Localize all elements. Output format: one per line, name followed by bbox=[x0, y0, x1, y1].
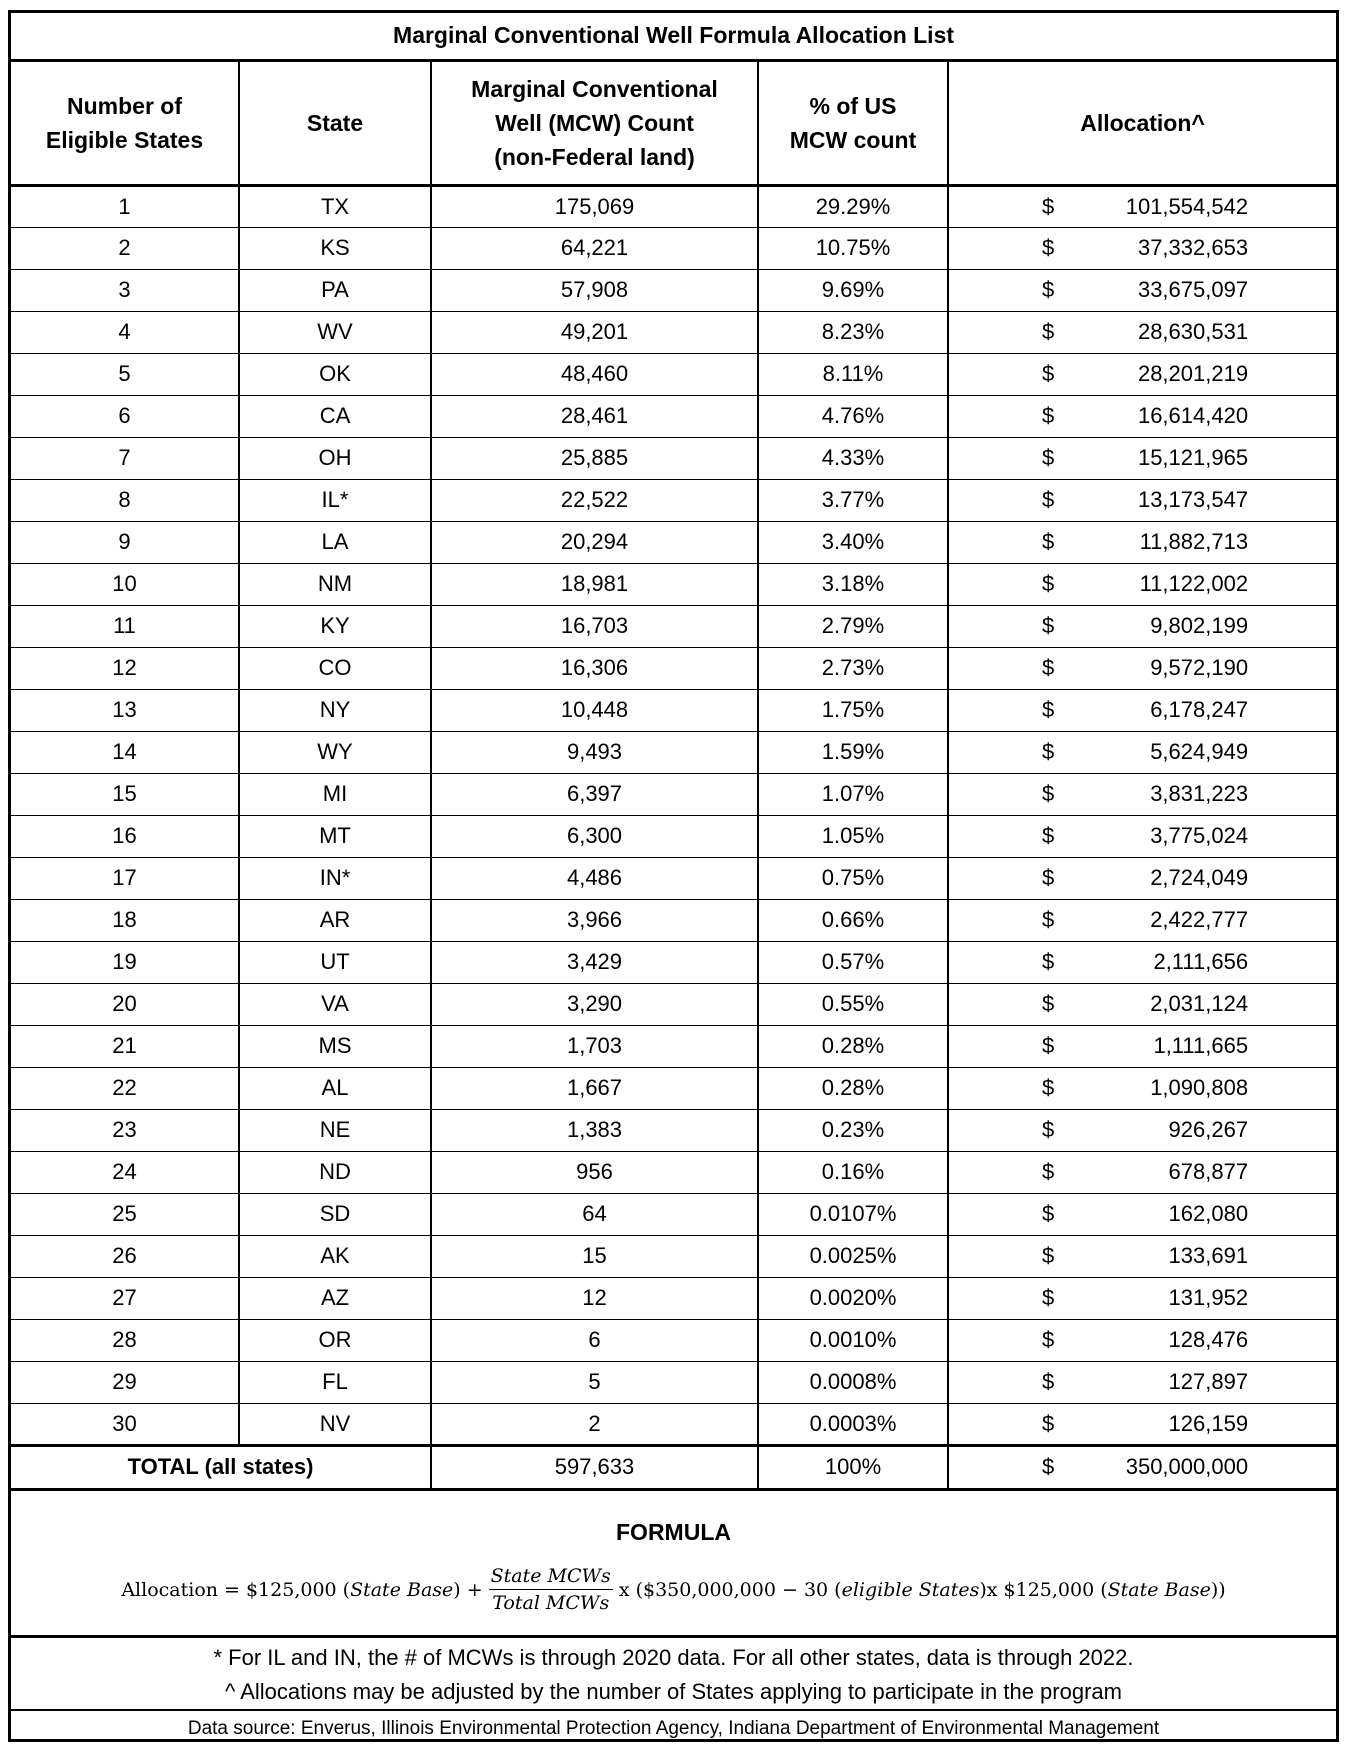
row-allocation-cell bbox=[948, 353, 1336, 395]
row-allocation: 131,952 bbox=[1168, 1285, 1249, 1310]
table-row bbox=[11, 1235, 1336, 1277]
table-row bbox=[11, 563, 1336, 605]
row-number: 14 bbox=[11, 731, 239, 773]
currency-symbol: $ bbox=[1042, 1201, 1055, 1226]
table-row bbox=[11, 269, 1336, 311]
currency-symbol: $ bbox=[1042, 235, 1055, 260]
currency-symbol: $ bbox=[1042, 907, 1055, 932]
currency-symbol: $ bbox=[1042, 823, 1055, 848]
row-pct: 29.29% bbox=[758, 185, 948, 227]
total-pct: 100% bbox=[758, 1445, 948, 1489]
table-row bbox=[11, 773, 1336, 815]
row-pct: 0.23% bbox=[758, 1109, 948, 1151]
row-mcw-count: 16,306 bbox=[431, 647, 758, 689]
row-allocation: 1,111,665 bbox=[1153, 1033, 1249, 1058]
row-pct: 0.0025% bbox=[758, 1235, 948, 1277]
row-allocation: 2,031,124 bbox=[1150, 991, 1249, 1016]
row-mcw-count: 64,221 bbox=[431, 227, 758, 269]
row-number: 21 bbox=[11, 1025, 239, 1067]
row-allocation: 127,897 bbox=[1168, 1369, 1249, 1394]
row-pct: 4.76% bbox=[758, 395, 948, 437]
table-row bbox=[11, 899, 1336, 941]
row-allocation-cell bbox=[948, 983, 1336, 1025]
row-allocation: 11,882,713 bbox=[1139, 529, 1249, 554]
row-number: 27 bbox=[11, 1277, 239, 1319]
row-allocation-cell bbox=[948, 689, 1336, 731]
row-allocation: 3,775,024 bbox=[1150, 823, 1249, 848]
row-pct: 0.16% bbox=[758, 1151, 948, 1193]
row-number: 16 bbox=[11, 815, 239, 857]
table-row bbox=[11, 437, 1336, 479]
row-state: NY bbox=[239, 689, 431, 731]
formula-fraction bbox=[489, 1565, 613, 1614]
row-pct: 1.59% bbox=[758, 731, 948, 773]
row-pct: 9.69% bbox=[758, 269, 948, 311]
row-state: WV bbox=[239, 311, 431, 353]
header-mcw-line3: (non-Federal land) bbox=[494, 143, 695, 170]
table-row bbox=[11, 1277, 1336, 1319]
currency-symbol: $ bbox=[1042, 487, 1055, 512]
row-allocation-cell bbox=[948, 773, 1336, 815]
header-state: State bbox=[239, 60, 431, 185]
header-number-line1: Number of bbox=[67, 92, 182, 119]
currency-symbol: $ bbox=[1042, 655, 1055, 680]
row-number: 26 bbox=[11, 1235, 239, 1277]
row-number: 17 bbox=[11, 857, 239, 899]
row-pct: 2.73% bbox=[758, 647, 948, 689]
currency-symbol: $ bbox=[1042, 277, 1055, 302]
table-row bbox=[11, 605, 1336, 647]
row-allocation: 28,630,531 bbox=[1137, 319, 1249, 344]
allocation-document bbox=[8, 10, 1339, 1742]
table-row bbox=[11, 857, 1336, 899]
row-state: IN* bbox=[239, 857, 431, 899]
table-row bbox=[11, 395, 1336, 437]
row-state: FL bbox=[239, 1361, 431, 1403]
formula-eq-part: = $125,000 ( bbox=[224, 1578, 351, 1601]
row-state: CA bbox=[239, 395, 431, 437]
currency-symbol: $ bbox=[1042, 1369, 1055, 1394]
row-state: AR bbox=[239, 899, 431, 941]
row-number: 25 bbox=[11, 1193, 239, 1235]
header-number-line2: Eligible States bbox=[45, 126, 204, 153]
currency-symbol: $ bbox=[1042, 361, 1055, 386]
row-allocation: 133,691 bbox=[1168, 1243, 1249, 1268]
row-number: 23 bbox=[11, 1109, 239, 1151]
total-allocation: 350,000,000 bbox=[1125, 1454, 1249, 1479]
currency-symbol: $ bbox=[1042, 781, 1055, 806]
row-state: MS bbox=[239, 1025, 431, 1067]
row-pct: 0.0003% bbox=[758, 1403, 948, 1445]
table-row bbox=[11, 1361, 1336, 1403]
row-state: PA bbox=[239, 269, 431, 311]
row-allocation: 9,802,199 bbox=[1150, 613, 1249, 638]
row-allocation-cell bbox=[948, 1109, 1336, 1151]
row-allocation: 926,267 bbox=[1168, 1117, 1249, 1142]
currency-symbol: $ bbox=[1042, 739, 1055, 764]
row-mcw-count: 9,493 bbox=[431, 731, 758, 773]
row-allocation-cell bbox=[948, 1319, 1336, 1361]
row-mcw-count: 3,290 bbox=[431, 983, 758, 1025]
row-mcw-count: 2 bbox=[431, 1403, 758, 1445]
currency-symbol: $ bbox=[1042, 949, 1055, 974]
table-row bbox=[11, 1193, 1336, 1235]
row-allocation-cell bbox=[948, 1235, 1336, 1277]
header-mcw-line1: Marginal Conventional bbox=[471, 75, 718, 102]
footnote-data-years: * For IL and IN, the # of MCWs is through 2020 data. For all other states, data is through 2022. bbox=[213, 1645, 1134, 1670]
table-row bbox=[11, 1403, 1336, 1445]
row-allocation: 126,159 bbox=[1168, 1410, 1249, 1436]
currency-symbol: $ bbox=[1042, 319, 1055, 344]
row-number: 22 bbox=[11, 1067, 239, 1109]
row-allocation-cell bbox=[948, 941, 1336, 983]
row-pct: 0.28% bbox=[758, 1067, 948, 1109]
row-allocation: 13,173,547 bbox=[1137, 487, 1249, 512]
row-allocation-cell bbox=[948, 1151, 1336, 1193]
row-allocation-cell bbox=[948, 857, 1336, 899]
row-state: AZ bbox=[239, 1277, 431, 1319]
table-row bbox=[11, 1151, 1336, 1193]
row-mcw-count: 6,300 bbox=[431, 815, 758, 857]
currency-symbol: $ bbox=[1042, 1033, 1055, 1058]
notes-section bbox=[11, 1638, 1336, 1711]
row-state: UT bbox=[239, 941, 431, 983]
row-state: AL bbox=[239, 1067, 431, 1109]
row-pct: 0.0107% bbox=[758, 1193, 948, 1235]
formula-close-plus: ) + bbox=[453, 1578, 483, 1601]
row-allocation: 15,121,965 bbox=[1137, 445, 1249, 470]
row-number: 9 bbox=[11, 521, 239, 563]
row-allocation-cell bbox=[948, 311, 1336, 353]
row-state: SD bbox=[239, 1193, 431, 1235]
row-pct: 3.18% bbox=[758, 563, 948, 605]
row-mcw-count: 22,522 bbox=[431, 479, 758, 521]
row-allocation: 11,122,002 bbox=[1139, 571, 1249, 596]
currency-symbol: $ bbox=[1042, 403, 1055, 428]
row-number: 11 bbox=[11, 605, 239, 647]
table-row bbox=[11, 647, 1336, 689]
row-number: 6 bbox=[11, 395, 239, 437]
table-row bbox=[11, 1319, 1336, 1361]
row-allocation-cell bbox=[948, 1361, 1336, 1403]
row-mcw-count: 16,703 bbox=[431, 605, 758, 647]
row-mcw-count: 1,667 bbox=[431, 1067, 758, 1109]
row-allocation-cell bbox=[948, 731, 1336, 773]
row-allocation: 6,178,247 bbox=[1150, 697, 1249, 722]
row-number: 30 bbox=[11, 1403, 239, 1445]
row-pct: 4.33% bbox=[758, 437, 948, 479]
row-state: KS bbox=[239, 227, 431, 269]
formula-end-part: )) bbox=[1210, 1578, 1226, 1601]
row-pct: 3.77% bbox=[758, 479, 948, 521]
row-state: OK bbox=[239, 353, 431, 395]
row-allocation: 2,422,777 bbox=[1150, 907, 1249, 932]
row-pct: 0.0010% bbox=[758, 1319, 948, 1361]
formula-tail-part: )x $125,000 ( bbox=[979, 1578, 1108, 1601]
currency-symbol: $ bbox=[1042, 1454, 1055, 1479]
header-allocation: Allocation^ bbox=[948, 60, 1336, 185]
table-body bbox=[11, 185, 1336, 1445]
currency-symbol: $ bbox=[1042, 1159, 1055, 1184]
row-mcw-count: 3,966 bbox=[431, 899, 758, 941]
formula-eligible-states: eligible States bbox=[841, 1578, 980, 1601]
row-mcw-count: 49,201 bbox=[431, 311, 758, 353]
row-allocation: 678,877 bbox=[1168, 1159, 1249, 1184]
table-row bbox=[11, 1025, 1336, 1067]
row-allocation: 1,090,808 bbox=[1150, 1075, 1249, 1100]
row-pct: 0.66% bbox=[758, 899, 948, 941]
row-pct: 8.23% bbox=[758, 311, 948, 353]
row-pct: 0.28% bbox=[758, 1025, 948, 1067]
row-allocation: 2,724,049 bbox=[1150, 865, 1249, 890]
formula-denominator: Total MCWs bbox=[492, 1592, 610, 1614]
header-pct-line2: MCW count bbox=[789, 126, 917, 153]
row-state: MI bbox=[239, 773, 431, 815]
row-state: LA bbox=[239, 521, 431, 563]
row-mcw-count: 20,294 bbox=[431, 521, 758, 563]
row-mcw-count: 18,981 bbox=[431, 563, 758, 605]
row-mcw-count: 12 bbox=[431, 1277, 758, 1319]
currency-symbol: $ bbox=[1042, 1117, 1055, 1142]
row-allocation: 16,614,420 bbox=[1137, 403, 1249, 428]
row-pct: 3.40% bbox=[758, 521, 948, 563]
formula-mid-part: x ($350,000,000 − 30 ( bbox=[618, 1578, 842, 1601]
formula-state-base-2: State Base bbox=[1107, 1578, 1211, 1601]
row-mcw-count: 57,908 bbox=[431, 269, 758, 311]
row-state: OR bbox=[239, 1319, 431, 1361]
row-mcw-count: 4,486 bbox=[431, 857, 758, 899]
currency-symbol: $ bbox=[1042, 1410, 1055, 1436]
row-pct: 1.07% bbox=[758, 773, 948, 815]
row-allocation-cell bbox=[948, 647, 1336, 689]
row-number: 29 bbox=[11, 1361, 239, 1403]
footnote-allocation-adjustment: ^ Allocations may be adjusted by the number of States applying to participate in the program bbox=[225, 1679, 1122, 1704]
row-allocation-cell bbox=[948, 899, 1336, 941]
currency-symbol: $ bbox=[1042, 865, 1055, 890]
formula-equation bbox=[11, 1565, 1336, 1614]
table-row bbox=[11, 227, 1336, 269]
row-mcw-count: 15 bbox=[431, 1235, 758, 1277]
row-number: 15 bbox=[11, 773, 239, 815]
row-allocation-cell bbox=[948, 1277, 1336, 1319]
row-allocation: 162,080 bbox=[1168, 1201, 1249, 1226]
row-number: 20 bbox=[11, 983, 239, 1025]
table-row bbox=[11, 185, 1336, 227]
row-number: 2 bbox=[11, 227, 239, 269]
row-mcw-count: 6 bbox=[431, 1319, 758, 1361]
row-state: NM bbox=[239, 563, 431, 605]
currency-symbol: $ bbox=[1042, 571, 1055, 596]
row-allocation: 37,332,653 bbox=[1137, 235, 1249, 260]
row-mcw-count: 28,461 bbox=[431, 395, 758, 437]
row-pct: 0.75% bbox=[758, 857, 948, 899]
row-allocation: 128,476 bbox=[1168, 1327, 1249, 1352]
row-allocation: 101,554,542 bbox=[1125, 193, 1249, 219]
row-allocation-cell bbox=[948, 563, 1336, 605]
row-number: 4 bbox=[11, 311, 239, 353]
table-row bbox=[11, 983, 1336, 1025]
row-pct: 8.11% bbox=[758, 353, 948, 395]
row-pct: 1.05% bbox=[758, 815, 948, 857]
table-row bbox=[11, 815, 1336, 857]
row-mcw-count: 1,383 bbox=[431, 1109, 758, 1151]
row-allocation-cell bbox=[948, 395, 1336, 437]
row-mcw-count: 25,885 bbox=[431, 437, 758, 479]
row-allocation: 2,111,656 bbox=[1153, 949, 1249, 974]
header-number-of-eligible-states bbox=[11, 60, 239, 185]
row-allocation-cell bbox=[948, 521, 1336, 563]
currency-symbol: $ bbox=[1042, 1327, 1055, 1352]
row-pct: 0.0020% bbox=[758, 1277, 948, 1319]
total-count: 597,633 bbox=[431, 1445, 758, 1489]
header-mcw-line2: Well (MCW) Count bbox=[495, 109, 694, 136]
total-label: TOTAL (all states) bbox=[11, 1445, 431, 1489]
row-allocation-cell bbox=[948, 605, 1336, 647]
table-row bbox=[11, 689, 1336, 731]
formula-title: FORMULA bbox=[616, 1519, 731, 1545]
row-mcw-count: 175,069 bbox=[431, 185, 758, 227]
table-row bbox=[11, 521, 1336, 563]
row-mcw-count: 48,460 bbox=[431, 353, 758, 395]
row-allocation-cell bbox=[948, 1025, 1336, 1067]
row-mcw-count: 956 bbox=[431, 1151, 758, 1193]
row-mcw-count: 1,703 bbox=[431, 1025, 758, 1067]
currency-symbol: $ bbox=[1042, 445, 1055, 470]
header-pct-line1: % of US bbox=[809, 92, 897, 119]
row-allocation-cell bbox=[948, 185, 1336, 227]
data-source: Data source: Enverus, Illinois Environmental Protection Agency, Indiana Department of Environmental Management bbox=[187, 1718, 1160, 1739]
formula-state-base: State Base bbox=[350, 1578, 454, 1601]
formula-section bbox=[11, 1497, 1336, 1638]
currency-symbol: $ bbox=[1042, 193, 1055, 219]
row-state: MT bbox=[239, 815, 431, 857]
row-allocation: 3,831,223 bbox=[1150, 781, 1249, 806]
row-state: VA bbox=[239, 983, 431, 1025]
row-number: 12 bbox=[11, 647, 239, 689]
formula-numerator: State MCWs bbox=[489, 1565, 613, 1590]
row-allocation-cell bbox=[948, 437, 1336, 479]
row-number: 8 bbox=[11, 479, 239, 521]
row-number: 10 bbox=[11, 563, 239, 605]
row-mcw-count: 64 bbox=[431, 1193, 758, 1235]
row-allocation-cell bbox=[948, 1193, 1336, 1235]
row-allocation: 33,675,097 bbox=[1137, 277, 1249, 302]
table-row bbox=[11, 1067, 1336, 1109]
row-state: AK bbox=[239, 1235, 431, 1277]
row-allocation-cell bbox=[948, 227, 1336, 269]
row-number: 19 bbox=[11, 941, 239, 983]
row-state: TX bbox=[239, 185, 431, 227]
row-allocation: 9,572,190 bbox=[1150, 655, 1249, 680]
total-allocation-cell bbox=[948, 1445, 1336, 1489]
row-allocation-cell bbox=[948, 1067, 1336, 1109]
row-state: WY bbox=[239, 731, 431, 773]
row-pct: 10.75% bbox=[758, 227, 948, 269]
row-state: KY bbox=[239, 605, 431, 647]
row-pct: 1.75% bbox=[758, 689, 948, 731]
row-pct: 0.55% bbox=[758, 983, 948, 1025]
row-number: 7 bbox=[11, 437, 239, 479]
row-state: NV bbox=[239, 1403, 431, 1445]
row-state: CO bbox=[239, 647, 431, 689]
formula-lhs: Allocation bbox=[121, 1578, 218, 1601]
row-number: 18 bbox=[11, 899, 239, 941]
table-row bbox=[11, 731, 1336, 773]
currency-symbol: $ bbox=[1042, 613, 1055, 638]
currency-symbol: $ bbox=[1042, 1285, 1055, 1310]
row-number: 5 bbox=[11, 353, 239, 395]
row-mcw-count: 10,448 bbox=[431, 689, 758, 731]
row-allocation: 28,201,219 bbox=[1137, 361, 1249, 386]
currency-symbol: $ bbox=[1042, 697, 1055, 722]
row-number: 1 bbox=[11, 185, 239, 227]
table-row bbox=[11, 479, 1336, 521]
row-allocation: 5,624,949 bbox=[1150, 739, 1249, 764]
row-allocation-cell bbox=[948, 269, 1336, 311]
table-title: Marginal Conventional Well Formula Allocation List bbox=[11, 13, 1336, 60]
row-mcw-count: 3,429 bbox=[431, 941, 758, 983]
row-number: 24 bbox=[11, 1151, 239, 1193]
row-mcw-count: 5 bbox=[431, 1361, 758, 1403]
table-row bbox=[11, 1109, 1336, 1151]
header-mcw-count bbox=[431, 60, 758, 185]
allocation-table bbox=[11, 13, 1336, 1491]
row-state: IL* bbox=[239, 479, 431, 521]
row-allocation-cell bbox=[948, 1403, 1336, 1445]
row-pct: 0.57% bbox=[758, 941, 948, 983]
header-pct-us-mcw bbox=[758, 60, 948, 185]
table-row bbox=[11, 311, 1336, 353]
row-number: 13 bbox=[11, 689, 239, 731]
table-row bbox=[11, 353, 1336, 395]
row-state: NE bbox=[239, 1109, 431, 1151]
row-mcw-count: 6,397 bbox=[431, 773, 758, 815]
currency-symbol: $ bbox=[1042, 529, 1055, 554]
total-row bbox=[11, 1445, 1336, 1489]
row-state: ND bbox=[239, 1151, 431, 1193]
row-pct: 2.79% bbox=[758, 605, 948, 647]
row-allocation-cell bbox=[948, 479, 1336, 521]
row-state: OH bbox=[239, 437, 431, 479]
currency-symbol: $ bbox=[1042, 1075, 1055, 1100]
currency-symbol: $ bbox=[1042, 1243, 1055, 1268]
table-row bbox=[11, 941, 1336, 983]
row-number: 3 bbox=[11, 269, 239, 311]
currency-symbol: $ bbox=[1042, 991, 1055, 1016]
row-number: 28 bbox=[11, 1319, 239, 1361]
row-pct: 0.0008% bbox=[758, 1361, 948, 1403]
row-allocation-cell bbox=[948, 815, 1336, 857]
